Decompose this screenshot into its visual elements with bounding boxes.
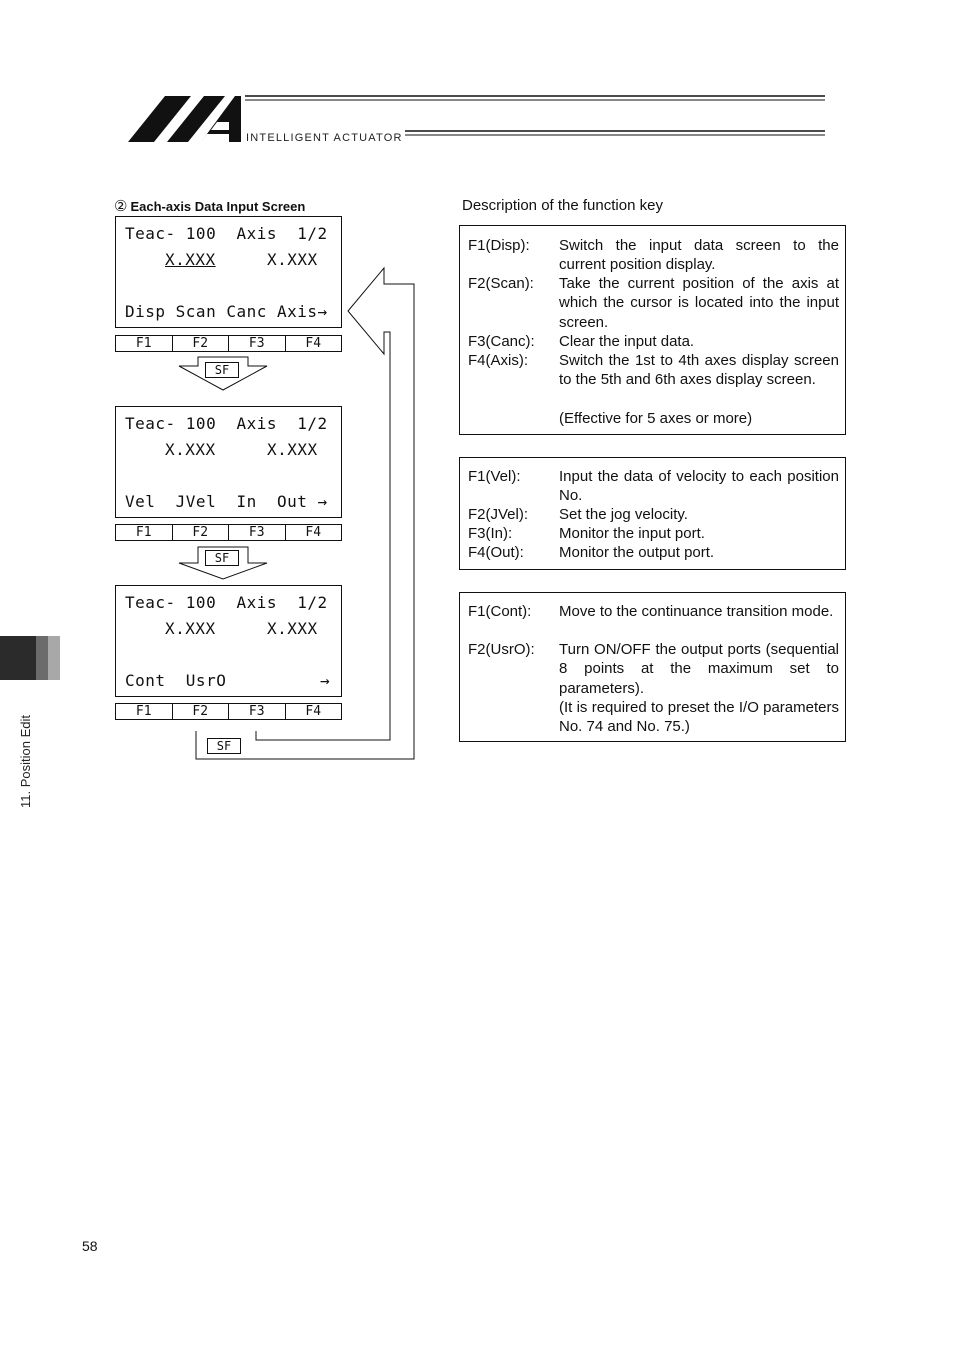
sf-key[interactable]: SF	[205, 550, 239, 566]
f2-key[interactable]: F2	[173, 704, 230, 719]
arrow-right-icon: →	[320, 671, 331, 690]
lcd-function-row: Disp Scan Canc Axis→	[125, 302, 328, 321]
lcd-screen-2	[115, 406, 342, 518]
lcd-value: X.XXX	[267, 619, 318, 638]
key-description: Set the jog velocity.	[559, 506, 688, 523]
key-note: (Effective for 5 axes or more)	[559, 410, 753, 427]
key-description: Monitor the input port.	[559, 525, 705, 542]
sf-key[interactable]: SF	[207, 738, 241, 754]
lcd-row: Teac- 100 Axis 1/2	[125, 414, 328, 433]
f2-key[interactable]: F2	[173, 525, 230, 540]
lcd-value: X.XXX	[165, 250, 216, 269]
lcd-screen-3	[115, 585, 342, 697]
lcd-value: X.XXX	[165, 619, 216, 638]
f1-key[interactable]: F1	[116, 525, 173, 540]
page-number: 58	[82, 1238, 98, 1254]
key-label: F3(In):	[468, 525, 513, 542]
f4-key[interactable]: F4	[305, 336, 322, 351]
key-description: Monitor the output port.	[559, 544, 715, 561]
section-title-text: Each-axis Data Input Screen	[130, 199, 306, 214]
f4-key[interactable]: F4	[305, 525, 322, 540]
f1-key[interactable]: F1	[116, 704, 173, 719]
lcd-function-row: Vel JVel In Out →	[125, 492, 328, 511]
lcd-row: Teac- 100 Axis 1/2	[125, 593, 328, 612]
key-label: F3(Canc):	[468, 333, 535, 350]
key-description: Take the current position of the axis at which the cursor is located into the input screen.	[559, 275, 839, 331]
lcd-screen-1	[115, 216, 342, 328]
f3-key[interactable]: F3	[229, 525, 286, 540]
lcd-row: Teac- 100 Axis 1/2	[125, 224, 328, 243]
function-keys-1	[115, 335, 342, 352]
key-description: Move to the continuance transition mode.	[559, 603, 834, 620]
key-label: F4(Axis):	[468, 352, 528, 369]
key-label: F4(Out):	[468, 544, 524, 561]
lcd-function-row: Cont UsrO	[125, 671, 227, 690]
lcd-value: X.XXX	[267, 250, 318, 269]
f2-key[interactable]: F2	[173, 336, 230, 351]
function-key-box-1	[459, 225, 846, 435]
key-label: F2(Scan):	[468, 275, 534, 292]
function-key-box-3	[459, 592, 846, 742]
key-description: Input the data of velocity to each position No.	[559, 468, 839, 505]
description-title: Description of the function key	[462, 197, 663, 214]
key-label: F1(Cont):	[468, 603, 532, 620]
key-description: Switch the input data screen to the current position display.	[559, 237, 839, 274]
key-note: (It is required to preset the I/O parameters No. 74 and No. 75.)	[559, 699, 839, 736]
key-description: Clear the input data.	[559, 333, 695, 350]
function-keys-3	[115, 703, 342, 720]
function-keys-2	[115, 524, 342, 541]
key-label: F1(Disp):	[468, 237, 530, 254]
brand-name: INTELLIGENT ACTUATOR	[246, 132, 403, 144]
section-number: ②	[114, 198, 128, 215]
chapter-label: 11. Position Edit	[18, 715, 33, 808]
sf-key[interactable]: SF	[205, 362, 239, 378]
function-key-box-2	[459, 457, 846, 570]
f4-key[interactable]: F4	[305, 704, 322, 719]
f1-key[interactable]: F1	[116, 336, 173, 351]
key-description: Turn ON/OFF the output ports (sequential 8 points at the maximum set to parameters).	[559, 641, 839, 697]
key-description: Switch the 1st to 4th axes display screen to the 5th and 6th axes display screen.	[559, 352, 839, 389]
f3-key[interactable]: F3	[229, 704, 286, 719]
lcd-value: X.XXX	[165, 440, 216, 459]
key-label: F2(JVel):	[468, 506, 529, 523]
lcd-value: X.XXX	[267, 440, 318, 459]
key-label: F1(Vel):	[468, 468, 521, 485]
key-label: F2(UsrO):	[468, 641, 535, 658]
f3-key[interactable]: F3	[229, 336, 286, 351]
